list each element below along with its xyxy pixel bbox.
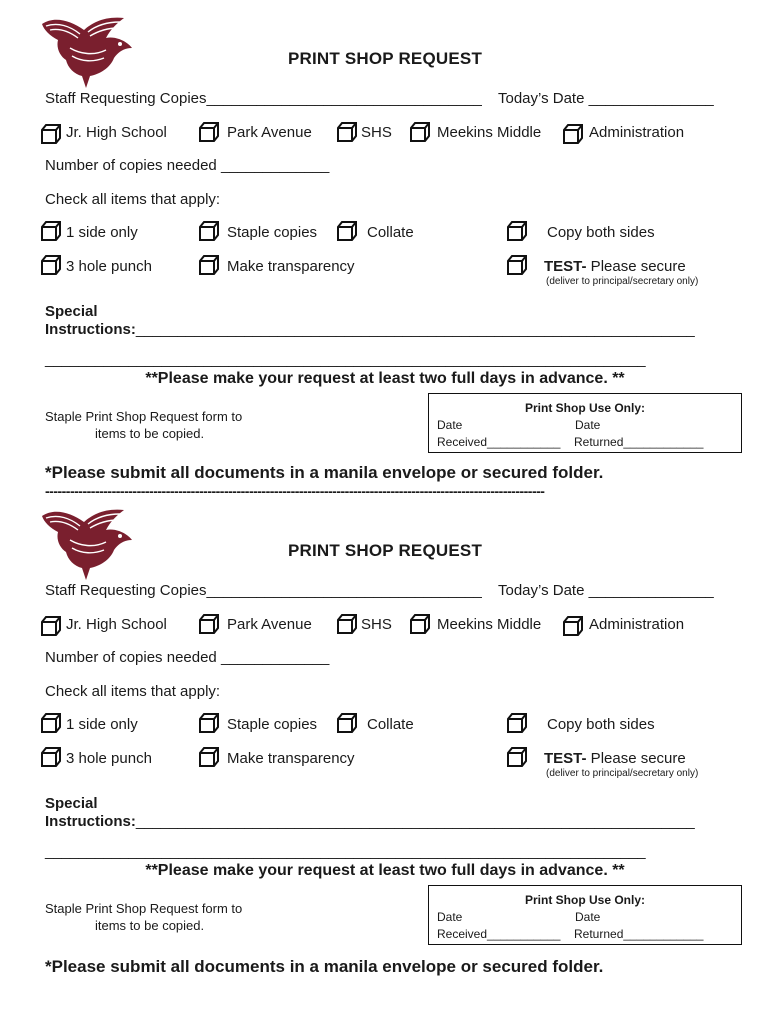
checkbox-meekins-middle[interactable] bbox=[409, 121, 431, 143]
copies-field[interactable]: _____________ bbox=[220, 157, 330, 174]
check-items-label: Check all items that apply: bbox=[45, 191, 221, 208]
checkbox-staple[interactable] bbox=[198, 220, 220, 242]
request-form-2 bbox=[0, 492, 770, 984]
checkbox-transparency[interactable] bbox=[198, 746, 220, 768]
date-field[interactable]: _______________ bbox=[588, 582, 714, 599]
hole-punch-label: 3 hole punch bbox=[66, 750, 152, 767]
checkbox-one-side[interactable] bbox=[40, 220, 62, 242]
test-label-rest: Please secure bbox=[586, 750, 686, 767]
special-row bbox=[45, 321, 695, 338]
checkbox-hole-punch[interactable] bbox=[40, 746, 62, 768]
checkbox-both-sides[interactable] bbox=[506, 220, 528, 242]
checkbox-icon bbox=[506, 220, 528, 242]
special-instructions-field[interactable]: ___________________________________________________________________ bbox=[135, 321, 695, 338]
copies-label: Number of copies needed bbox=[45, 157, 217, 174]
date-received-label-1: Date bbox=[437, 418, 463, 432]
checkbox-collate[interactable] bbox=[336, 712, 358, 734]
staff-label: Staff Requesting Copies bbox=[45, 582, 207, 599]
date-received-label-1: Date bbox=[437, 910, 463, 924]
special-label-line1: Special bbox=[45, 303, 98, 320]
checkbox-icon bbox=[562, 615, 584, 637]
special-label-line1: Special bbox=[45, 795, 98, 812]
collate-label: Collate bbox=[367, 224, 414, 241]
school-park-avenue-label: Park Avenue bbox=[227, 616, 312, 633]
both-sides-label: Copy both sides bbox=[547, 716, 655, 733]
school-shs-label: SHS bbox=[361, 124, 392, 141]
cut-line-separator: ------------------------------------------------------------------------------------------------------------------------ bbox=[45, 483, 545, 499]
checkbox-icon bbox=[562, 123, 584, 145]
checkbox-icon bbox=[506, 746, 528, 768]
date-row bbox=[498, 582, 714, 599]
special-label-line2: Instructions bbox=[45, 321, 131, 338]
checkbox-icon bbox=[198, 746, 220, 768]
test-label-bold: TEST- bbox=[544, 750, 587, 767]
date-received-label-2: Received___________ bbox=[437, 927, 561, 941]
print-shop-use-box bbox=[428, 393, 742, 453]
test-note: (deliver to principal/secretary only) bbox=[546, 768, 699, 779]
staff-row bbox=[45, 90, 482, 107]
checkbox-icon bbox=[198, 712, 220, 734]
school-jr-high-label: Jr. High School bbox=[66, 124, 167, 141]
checkbox-collate[interactable] bbox=[336, 220, 358, 242]
special-colon: : bbox=[130, 321, 136, 338]
checkbox-jr-high[interactable] bbox=[40, 123, 62, 145]
checkbox-icon bbox=[198, 254, 220, 276]
special-instructions-field-2[interactable]: ________________________________________________________________________ bbox=[45, 843, 646, 860]
checkbox-administration[interactable] bbox=[562, 615, 584, 637]
staff-name-field[interactable]: _________________________________ bbox=[206, 90, 482, 107]
date-received-label-2: Received___________ bbox=[437, 435, 561, 449]
date-row bbox=[498, 90, 714, 107]
staff-label: Staff Requesting Copies bbox=[45, 90, 207, 107]
checkbox-icon bbox=[40, 712, 62, 734]
use-only-heading: Print Shop Use Only: bbox=[524, 401, 645, 415]
school-meekins-middle-label: Meekins Middle bbox=[437, 616, 542, 633]
school-jr-high-label: Jr. High School bbox=[66, 616, 167, 633]
school-meekins-middle-label: Meekins Middle bbox=[437, 124, 542, 141]
date-label: Today’s Date bbox=[498, 90, 585, 107]
checkbox-icon bbox=[409, 613, 431, 635]
one-side-label: 1 side only bbox=[66, 224, 138, 241]
checkbox-test[interactable] bbox=[506, 254, 528, 276]
both-sides-label: Copy both sides bbox=[547, 224, 655, 241]
date-returned-label-2: Returned____________ bbox=[574, 927, 704, 941]
date-label: Today’s Date bbox=[498, 582, 585, 599]
school-shs-label: SHS bbox=[361, 616, 392, 633]
checkbox-shs[interactable] bbox=[336, 121, 358, 143]
staff-row bbox=[45, 582, 482, 599]
checkbox-one-side[interactable] bbox=[40, 712, 62, 734]
staple-note-line1: Staple Print Shop Request form to bbox=[45, 901, 243, 916]
hole-punch-label: 3 hole punch bbox=[66, 258, 152, 275]
checkbox-icon bbox=[336, 712, 358, 734]
checkbox-icon bbox=[198, 613, 220, 635]
special-row bbox=[45, 813, 695, 830]
transparency-label: Make transparency bbox=[227, 750, 355, 767]
collate-label: Collate bbox=[367, 716, 414, 733]
school-administration-label: Administration bbox=[589, 124, 685, 141]
checkbox-icon bbox=[198, 121, 220, 143]
checkbox-icon bbox=[40, 615, 62, 637]
copies-row bbox=[45, 157, 329, 174]
checkbox-administration[interactable] bbox=[562, 123, 584, 145]
checkbox-icon bbox=[40, 220, 62, 242]
date-returned-label-1: Date bbox=[575, 418, 601, 432]
checkbox-shs[interactable] bbox=[336, 613, 358, 635]
checkbox-jr-high[interactable] bbox=[40, 615, 62, 637]
staple-label: Staple copies bbox=[227, 224, 318, 241]
checkbox-staple[interactable] bbox=[198, 712, 220, 734]
staple-note-line1: Staple Print Shop Request form to bbox=[45, 409, 243, 424]
special-label-line2: Instructions bbox=[45, 813, 131, 830]
special-instructions-field[interactable]: ___________________________________________________________________ bbox=[135, 813, 695, 830]
date-field[interactable]: _______________ bbox=[588, 90, 714, 107]
check-items-label: Check all items that apply: bbox=[45, 683, 221, 700]
staple-note-line2: items to be copied. bbox=[95, 918, 205, 933]
school-administration-label: Administration bbox=[589, 616, 685, 633]
checkbox-icon bbox=[409, 121, 431, 143]
checkbox-test[interactable] bbox=[506, 746, 528, 768]
checkbox-icon bbox=[506, 254, 528, 276]
checkbox-hole-punch[interactable] bbox=[40, 254, 62, 276]
checkbox-icon bbox=[336, 121, 358, 143]
test-label bbox=[544, 750, 686, 767]
advance-notice: **Please make your request at least two full days in advance. ** bbox=[145, 862, 625, 879]
special-colon: : bbox=[130, 813, 136, 830]
form-title: PRINT SHOP REQUEST bbox=[287, 541, 483, 560]
checkbox-icon bbox=[336, 613, 358, 635]
date-returned-label-2: Returned____________ bbox=[574, 435, 704, 449]
checkbox-icon bbox=[336, 220, 358, 242]
test-label-bold: TEST- bbox=[544, 258, 587, 275]
school-park-avenue-label: Park Avenue bbox=[227, 124, 312, 141]
copies-row bbox=[45, 649, 329, 666]
test-note: (deliver to principal/secretary only) bbox=[546, 276, 699, 287]
print-shop-use-box bbox=[428, 885, 742, 945]
checkbox-icon bbox=[40, 254, 62, 276]
transparency-label: Make transparency bbox=[227, 258, 355, 275]
staff-name-field[interactable]: _________________________________ bbox=[206, 582, 482, 599]
copies-field[interactable]: _____________ bbox=[220, 649, 330, 666]
checkbox-park-avenue[interactable] bbox=[198, 613, 220, 635]
checkbox-icon bbox=[40, 746, 62, 768]
date-returned-label-1: Date bbox=[575, 910, 601, 924]
checkbox-park-avenue[interactable] bbox=[198, 121, 220, 143]
copies-label: Number of copies needed bbox=[45, 649, 217, 666]
staple-label: Staple copies bbox=[227, 716, 318, 733]
checkbox-meekins-middle[interactable] bbox=[409, 613, 431, 635]
checkbox-icon bbox=[40, 123, 62, 145]
advance-notice: **Please make your request at least two full days in advance. ** bbox=[145, 370, 625, 387]
test-label bbox=[544, 258, 686, 275]
request-form-1 bbox=[0, 0, 770, 499]
checkbox-transparency[interactable] bbox=[198, 254, 220, 276]
form-title: PRINT SHOP REQUEST bbox=[287, 49, 483, 68]
one-side-label: 1 side only bbox=[66, 716, 138, 733]
checkbox-icon bbox=[506, 712, 528, 734]
checkbox-both-sides[interactable] bbox=[506, 712, 528, 734]
special-instructions-field-2[interactable]: ________________________________________________________________________ bbox=[45, 351, 646, 368]
test-label-rest: Please secure bbox=[586, 258, 686, 275]
use-only-heading: Print Shop Use Only: bbox=[524, 893, 645, 907]
checkbox-icon bbox=[198, 220, 220, 242]
staple-note-line2: items to be copied. bbox=[95, 426, 205, 441]
submit-notice: *Please submit all documents in a manila envelope or secured folder. bbox=[45, 957, 604, 976]
submit-notice: *Please submit all documents in a manila envelope or secured folder. bbox=[45, 463, 604, 482]
